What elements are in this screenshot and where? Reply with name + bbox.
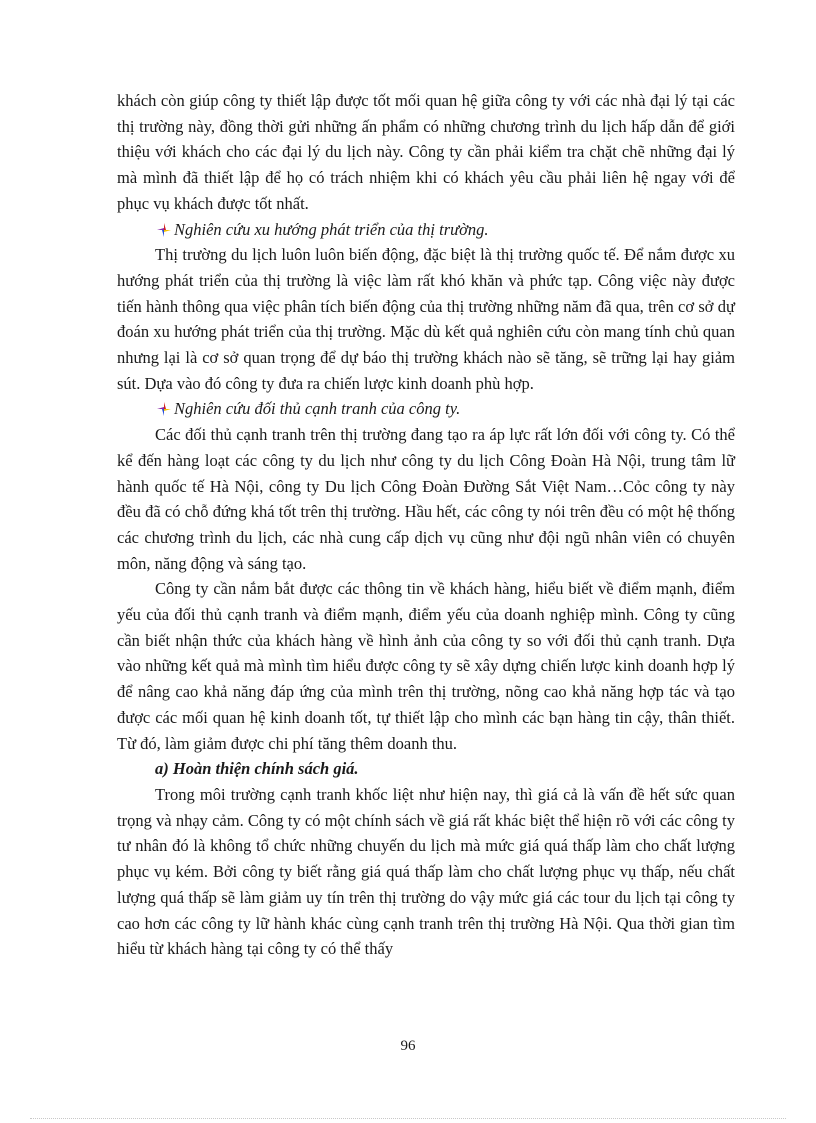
paragraph-3: Các đối thủ cạnh tranh trên thị trường đang tạo ra áp lực rất lớn đối với công ty. Có thể kể đến hàng loạt các công ty du lịch như công ty du lịch Công Đoàn Hà Nội, trung tâm lữ hành quốc tế Hà Nội, công ty Du lịch Công Đoàn Đường Sắt Việt Nam…Cỏc công ty này đều đã có chỗ đứng khá tốt trên thị trường. Hầu hết, các công ty nói trên đều có một hệ thống các chương trình du lịch, các nhà cung cấp dịch vụ cũng như đội ngũ nhân viên có chuyên môn, năng động và sáng tạo.: [117, 425, 735, 573]
paragraph-2: Thị trường du lịch luôn luôn biến động, đặc biệt là thị trường quốc tế. Để nắm được xu hướng phát triển của thị trường là việc làm rất khó khăn và phức tạp. Công việc này được tiến hành thông qua việc phân tích biến động của thị trường những năm đã qua, trên cơ sở dự đoán xu hướng phát triển của thị trường. Mặc dù kết quả nghiên cứu còn mang tính chủ quan nhưng lại là cơ sở quan trọng để dự báo thị trường khách nào sẽ tăng, sẽ trững lại hay giảm sút. Dựa vào đó công ty đưa ra chiến lược kinh doanh phù hợp.: [117, 245, 735, 393]
page-number: 96: [400, 1038, 416, 1054]
section-heading-market-trends: [117, 217, 735, 243]
pinwheel-bullet-icon: [157, 402, 171, 416]
paragraph-5: Trong môi trường cạnh tranh khốc liệt như hiện nay, thì giá cả là vấn đề hết sức quan trọng và nhạy cảm. Công ty có một chính sách về giá rất khác biệt thể hiện rõ với các công ty tư nhân đó là không tổ chức những chuyến du lịch mà mức giá quá thấp làm cho chất lượng phục vụ kém. Bởi công ty biết rằng giá quá thấp làm cho chất lượng phục vụ thấp, nếu chất lượng quá thấp sẽ làm giảm uy tín trên thị trường do vậy mức giá các tour du lịch tại công ty cao hơn các công ty lữ hành khác cùng cạnh tranh trên thị trường Hà Nội. Qua thời gian tìm hiểu từ khách hàng tại công ty có thể thấy: [117, 784, 735, 959]
page-content: [117, 88, 735, 962]
heading-text: Nghiên cứu đối thủ cạnh tranh của công ty.: [174, 399, 461, 419]
section-heading-pricing: a) Hoàn thiện chính sách giá.: [155, 759, 359, 779]
heading-text: Nghiên cứu xu hướng phát triển của thị trường.: [174, 219, 489, 239]
paragraph-4: Công ty cần nắm bắt được các thông tin về khách hàng, hiểu biết về điểm mạnh, điểm yếu của đối thủ cạnh tranh và điểm mạnh, điểm yếu của doanh nghiệp mình. Công ty cũng cần biết nhận thức của khách hàng về hình ảnh của công ty so với đối thủ cạnh tranh. Dựa vào những kết quả mà mình tìm hiểu được công ty sẽ xây dựng chiến lược kinh doanh hợp lý để nâng cao khả năng đáp ứng của mình trên thị trường, nõng cao khả năng hợp tác và tạo được các mối quan hệ kinh doanh tốt, tự thiết lập cho mình các bạn hàng tin cậy, thân thiết. Từ đó, làm giảm được chi phí tăng thêm doanh thu.: [117, 579, 735, 753]
section-heading-competitors: [117, 396, 735, 422]
footer-divider: [30, 1118, 786, 1119]
pinwheel-bullet-icon: [157, 223, 171, 237]
paragraph-1: khách còn giúp công ty thiết lập được tốt mối quan hệ giữa công ty với các nhà đại lý tại các thị trường này, đồng thời gửi những ấn phẩm có những chương trình du lịch hấp dẫn để giới thiệu với khách cho các đại lý du lịch này. Công ty cần phải kiểm tra chặt chẽ những đại lý mà mình đã thiết lập để họ có trách nhiệm khi có khách yêu cầu phải liên hệ ngay với để phục vụ khách được tốt nhất.: [117, 91, 735, 213]
